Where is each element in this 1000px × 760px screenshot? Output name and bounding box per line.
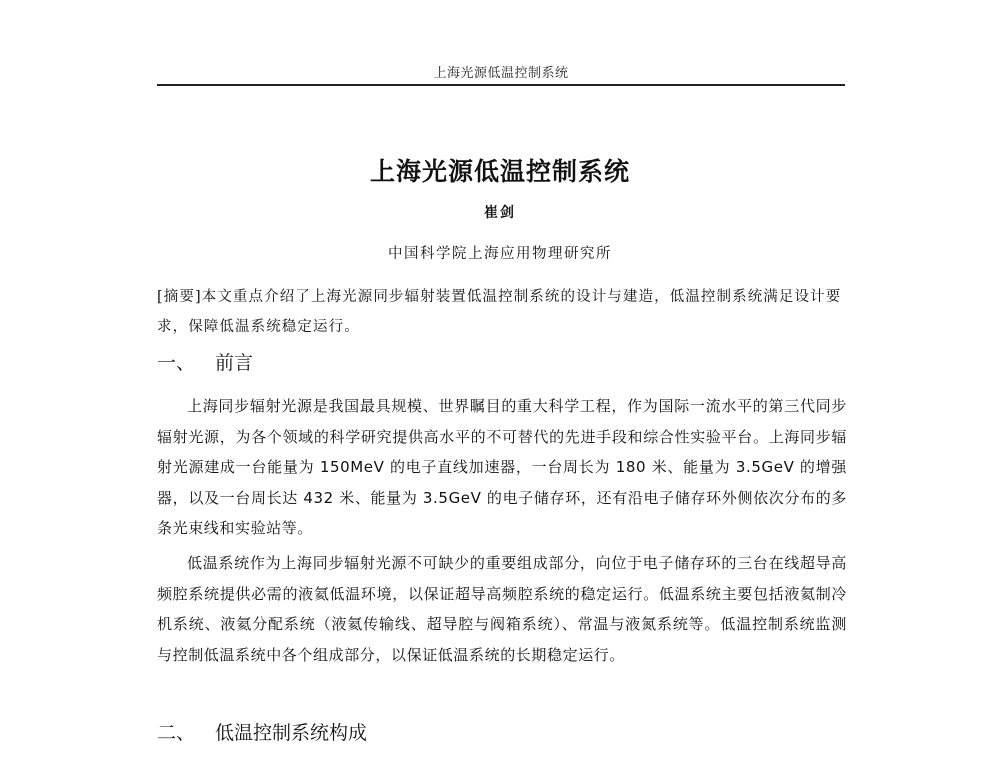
author-name: 崔剑 bbox=[484, 205, 516, 221]
paper-title: 上海光源低温控制系统 bbox=[369, 157, 630, 186]
section-heading-1 bbox=[157, 348, 253, 375]
section-title: 前言 bbox=[215, 352, 254, 374]
section-number: 二、 bbox=[157, 722, 196, 744]
paragraph: 上海同步辐射光源是我国最具规模、世界瞩目的重大科学工程，作为国际一流水平的第三代同步辐射光源，为各个领域的科学研究提供高水平的不可替代的先进手段和综合性实验平台。上海同步辐射光源建成一台能量为 150MeV 的电子直线加速器，一台周长为 180 米、能量为 3.5GeV 的增强器，以及一台周长达 432 米、能量为 3.5GeV 的电子储存环，还有沿电子储存环外侧依次分布的多条光束线和实验站等。 bbox=[157, 397, 847, 537]
section-number: 一、 bbox=[157, 352, 196, 374]
paragraph: 低温系统作为上海同步辐射光源不可缺少的重要组成部分，向位于电子储存环的三台在线超导高频腔系统提供必需的液氦低温环境，以保证超导高频腔系统的稳定运行。低温系统主要包括液氦制冷机系统、液氦分配系统（液氦传输线、超导腔与阀箱系统）、常温与液氮系统等。低温控制系统监测与控制低温系统中各个组成部分，以保证低温系统的长期稳定运行。 bbox=[157, 554, 847, 664]
author-affiliation: 中国科学院上海应用物理研究所 bbox=[388, 246, 612, 262]
abstract: [摘要]本文重点介绍了上海光源同步辐射装置低温控制系统的设计与建造，低温控制系统满足设计要求，保障低温系统稳定运行。 bbox=[157, 289, 842, 335]
running-header: 上海光源低温控制系统 bbox=[433, 66, 569, 81]
header-rule bbox=[157, 84, 845, 86]
section-title: 低温控制系统构成 bbox=[215, 722, 368, 744]
section-heading-2 bbox=[157, 718, 367, 745]
